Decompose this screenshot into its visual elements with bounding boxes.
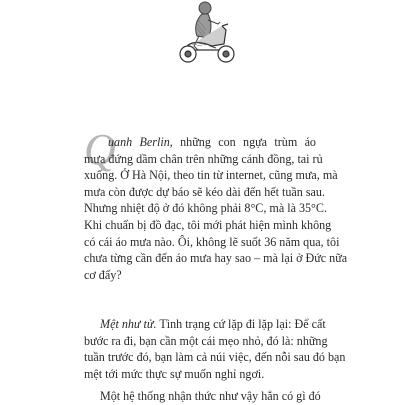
italic-phrase: uanh Berlin: [108, 135, 170, 149]
text-line: mưa còn được dự báo sẽ kéo dài đến hết tuần sau.: [84, 184, 325, 199]
text-line: tuần trước đó, bạn làm cả núi việc, đến nỗi sau đó bạn: [84, 350, 346, 365]
text-line: [84, 134, 316, 151]
text-line: cơ đấy?: [84, 267, 122, 282]
text-line: mệt tới mức thực sự muốn nghỉ ngơi.: [84, 366, 265, 381]
paragraph-1: [84, 134, 348, 283]
text-line: Một hệ thống nhận thức như vậy hẳn có gì đó: [100, 389, 321, 403]
text-line: chưa từng cần đến áo mưa hay sao – mà lại ở Đức nữa: [84, 251, 348, 266]
paragraph-3: [84, 388, 321, 405]
drop-cap-letter: Q: [84, 125, 116, 174]
text-line: [84, 316, 326, 333]
paragraph-2: [84, 316, 346, 382]
text-line: xuống. Ở Hà Nội, theo tin từ internet, cũng mưa, mà: [84, 168, 338, 183]
italic-phrase: Mệt như tử.: [100, 317, 157, 331]
text-line: bước ra đi, bạn cần một cái mẹo nhỏ, đó là: những: [84, 333, 328, 348]
text-line: mưa đứng dầm chân trên những cánh đồng, tai rủ: [84, 151, 323, 166]
text-line: có cái áo mưa nào. Ôi, không lẽ suốt 36 năm qua, tôi: [84, 234, 340, 249]
text-line: Khi chuẩn bị đồ đạc, tôi mới phát hiện mình không: [84, 217, 332, 232]
text-line: Nhưng nhiệt độ ở đó không phải 8°C, mà là 35°C.: [84, 201, 327, 216]
line-text: Tình trạng cứ lặp đi lặp lại: Để cất: [156, 317, 326, 331]
scooter-rider-icon: [172, 0, 242, 66]
line-text: , những con ngựa trùm áo: [169, 135, 316, 149]
